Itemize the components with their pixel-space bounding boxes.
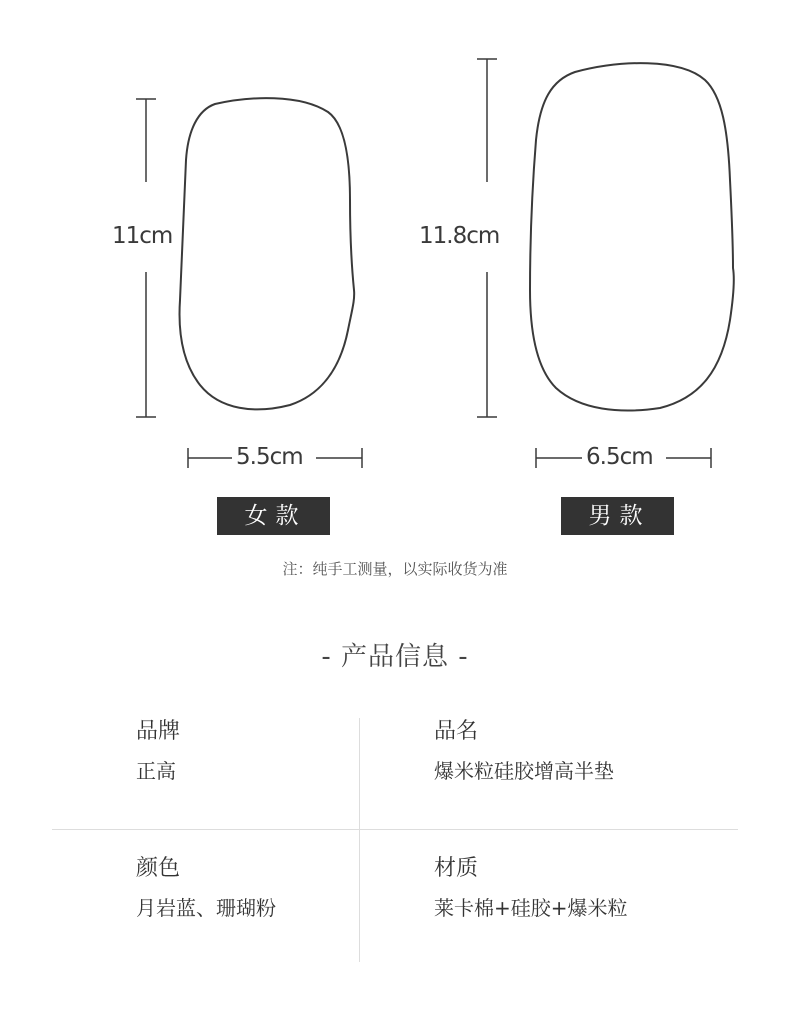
product-info-grid	[52, 718, 738, 962]
female-style-tag: 女款	[217, 497, 330, 535]
info-value-material: 莱卡棉+硅胶+爆米粒	[434, 896, 628, 920]
female-height-label: 11cm	[112, 223, 173, 249]
female-width-label: 5.5cm	[236, 444, 303, 470]
male-width-label: 6.5cm	[586, 444, 653, 470]
female-insole-outline	[180, 98, 355, 409]
measurement-note: 注：纯手工测量，以实际收货为准	[282, 560, 508, 578]
info-cell-name	[434, 718, 734, 784]
row-divider	[52, 829, 738, 830]
info-cell-brand	[136, 718, 436, 784]
info-value-color: 月岩蓝、珊瑚粉	[136, 896, 276, 920]
info-label-material: 材质	[434, 856, 479, 881]
male-insole-outline	[530, 63, 734, 410]
info-value-brand: 正高	[136, 759, 176, 783]
female-height-dimension	[136, 99, 156, 417]
info-label-color: 颜色	[136, 856, 181, 881]
male-height-label: 11.8cm	[419, 223, 500, 249]
product-info-title: - 产品信息 -	[321, 642, 469, 672]
info-label-brand: 品牌	[136, 719, 181, 744]
info-value-name: 爆米粒硅胶增高半垫	[434, 759, 614, 783]
male-style-tag: 男款	[561, 497, 674, 535]
info-cell-color	[136, 855, 436, 921]
info-cell-material	[434, 855, 734, 921]
info-label-name: 品名	[434, 719, 479, 744]
